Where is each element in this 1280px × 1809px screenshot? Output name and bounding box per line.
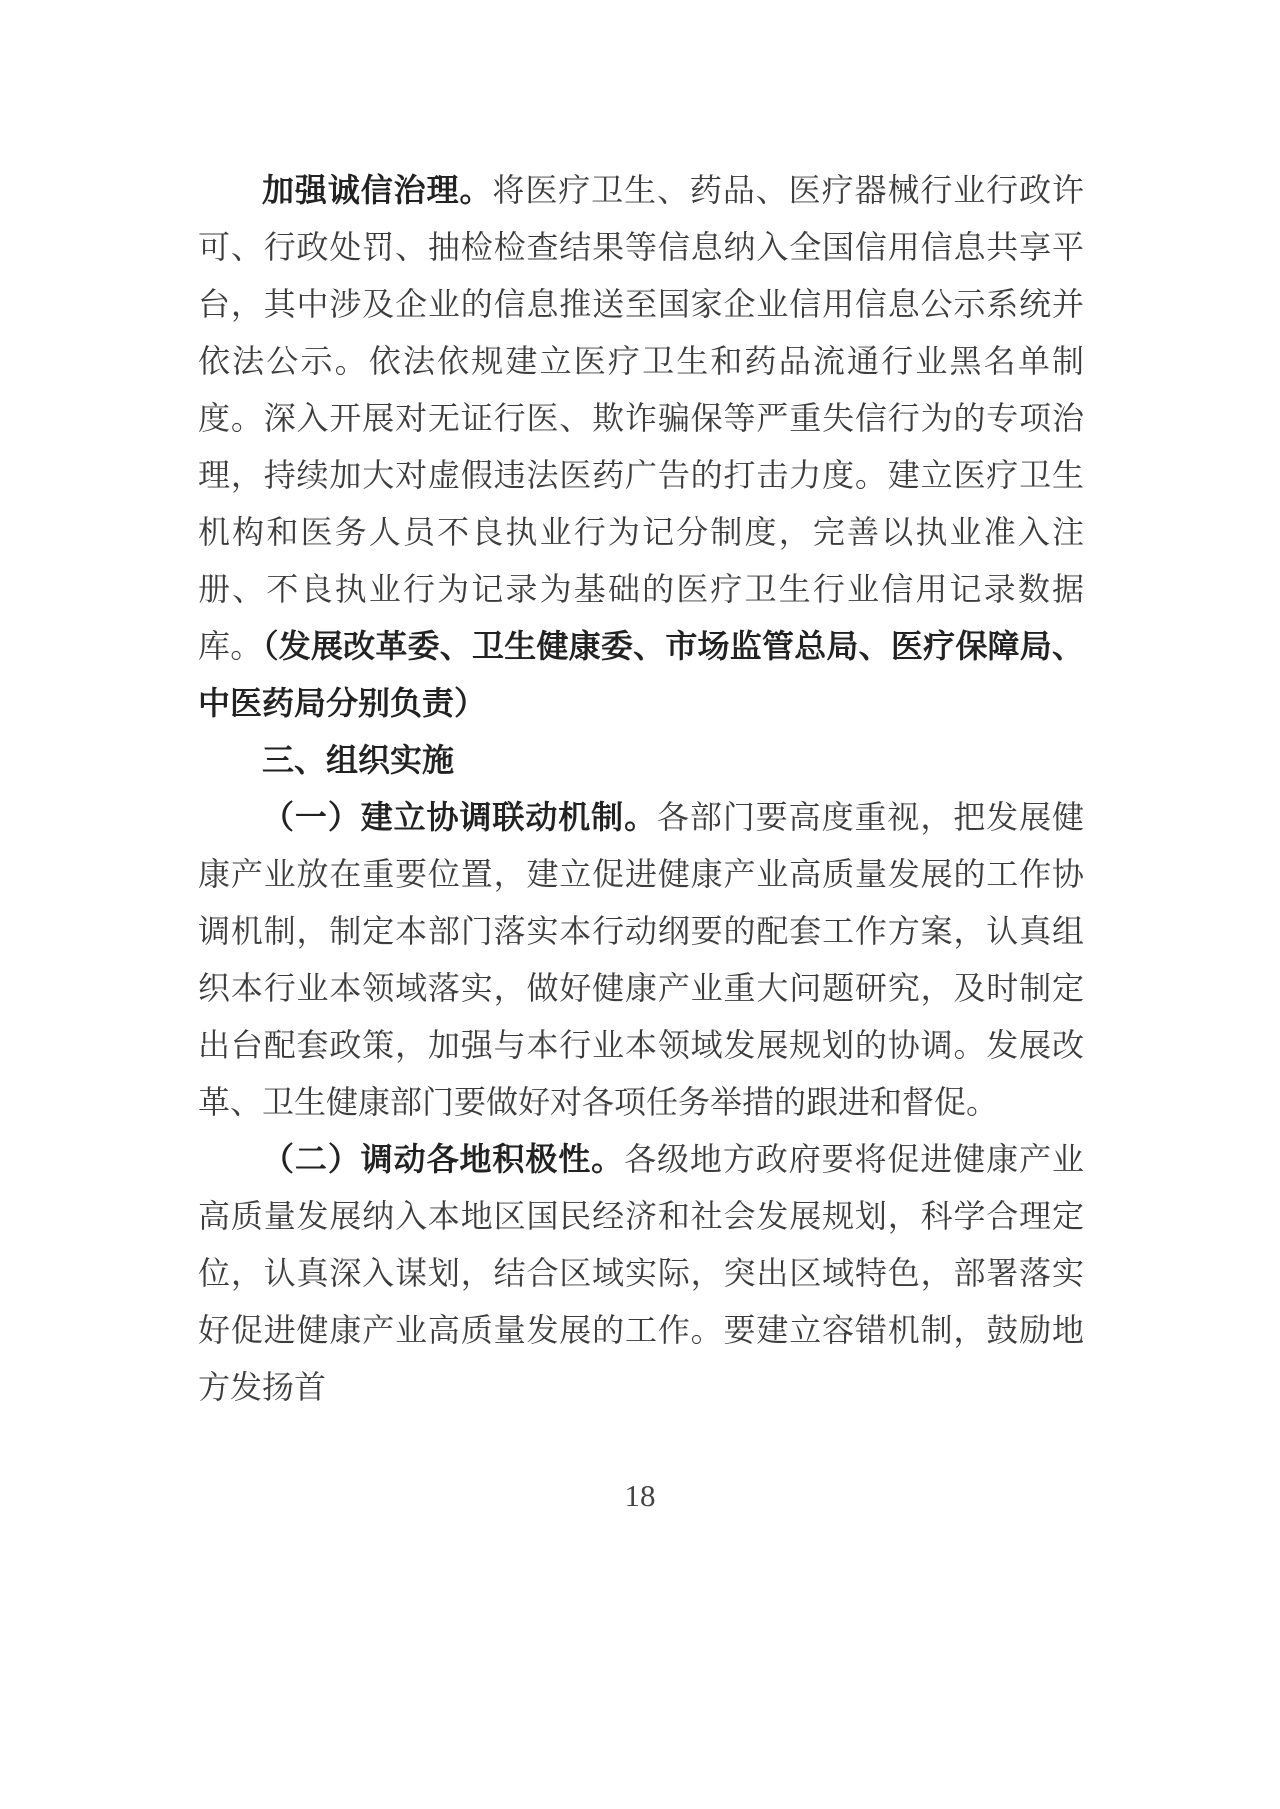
- paragraph-local-initiative: [198, 1131, 1084, 1416]
- paragraph-text-coordination-mechanism: 各部门要高度重视，把发展健康产业放在重要位置，建立促进健康产业高质量发展的工作协调机制，制定本部门落实本行动纲要的配套工作方案，认真组织本行业本领域落实，做好健康产业重大问题研究，及时制定出台配套政策，加强与本行业本领域发展规划的协调。发展改革、卫生健康部门要做好对各项任务举措的跟进和督促。: [198, 799, 1084, 1120]
- section-heading-text: 三、组织实施: [262, 742, 455, 778]
- paragraph-coordination-mechanism: [198, 789, 1084, 1131]
- paragraph-lead-coordination-mechanism: （一）建立协调联动机制。: [262, 799, 657, 835]
- page-number: 18: [624, 1478, 656, 1513]
- paragraph-text-local-initiative: 各级地方政府要将促进健康产业高质量发展纳入本地区国民经济和社会发展规划，科学合理定位，认真深入谋划，结合区域实际，突出区域特色，部署落实好促进健康产业高质量发展的工作。要建立容错机制，鼓励地方发扬首: [198, 1141, 1084, 1405]
- paragraph-text-integrity-governance: 将医疗卫生、药品、医疗器械行业行政许可、行政处罚、抽检检查结果等信息纳入全国信用信息共享平台，其中涉及企业的信息推送至国家企业信用信息公示系统并依法公示。依法依规建立医疗卫生和药品流通行业黑名单制度。深入开展对无证行医、欺诈骗保等严重失信行为的专项治理，持续加大对虚假违法医药广告的打击力度。建立医疗卫生机构和医务人员不良执业行为记分制度，完善以执业准入注册、不良执业行为记录为基础的医疗卫生行业信用记录数据库。: [198, 172, 1084, 664]
- section-heading-organization-implementation: [198, 732, 1084, 789]
- responsible-departments-note: （发展改革委、卫生健康委、市场监管总局、医疗保障局、中医药局分别负责）: [198, 628, 1084, 721]
- paragraph-lead-integrity-governance: 加强诚信治理。: [262, 172, 493, 208]
- document-body: [198, 162, 1084, 1416]
- paragraph-integrity-governance: [198, 162, 1084, 732]
- paragraph-lead-local-initiative: （二）调动各地积极性。: [262, 1141, 625, 1177]
